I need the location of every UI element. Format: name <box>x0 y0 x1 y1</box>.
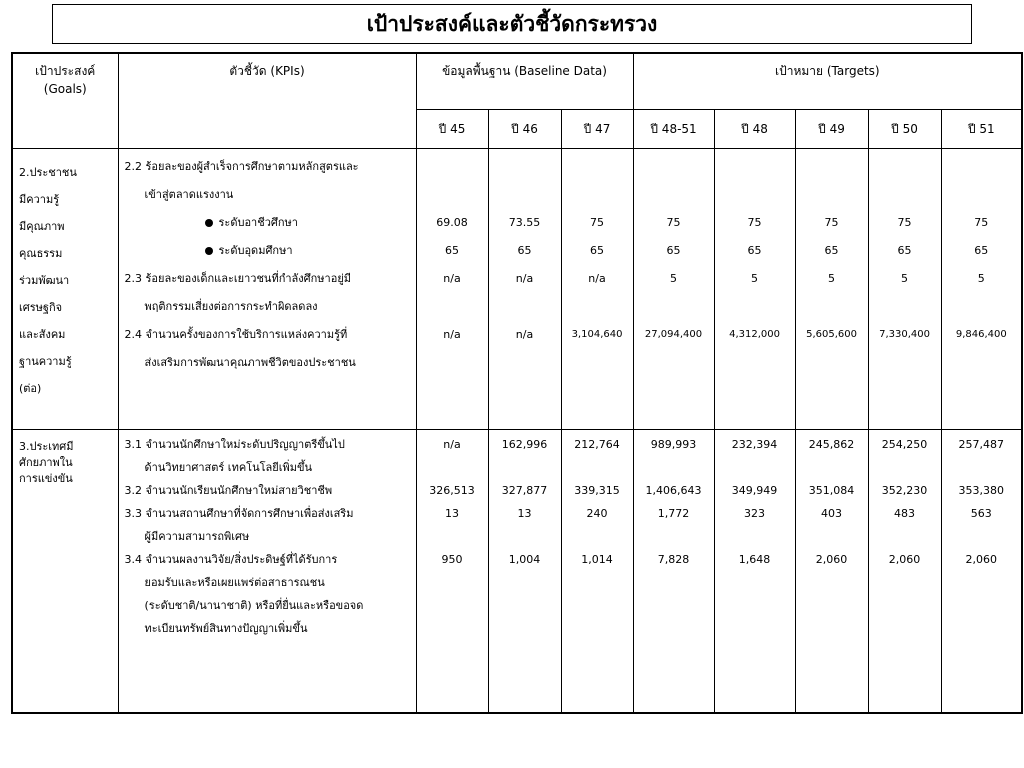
value-cell: 351,084 <box>808 484 855 497</box>
year-header: ปี 47 <box>561 110 633 149</box>
kpi-line: ส่งเสริมการพัฒนาคุณภาพชีวิตของประชาชน <box>144 356 356 369</box>
value-cell: 1,648 <box>738 553 771 566</box>
kpi-line: 3.3 จำนวนสถานศึกษาที่จัดการศึกษาเพื่อส่งเสริม <box>124 507 354 520</box>
kpi-line: (ระดับชาติ/นานาชาติ) หรือที่ยื่นและหรือขอจด <box>144 599 364 612</box>
year-header: ปี 48-51 <box>633 110 714 149</box>
value-cell: 9,846,400 <box>955 329 1007 340</box>
value-cell: 1,014 <box>581 553 613 566</box>
value-cell: 75 <box>824 216 839 229</box>
value-cell: 27,094,400 <box>644 329 703 340</box>
value-cell: 75 <box>974 216 989 229</box>
value-cell: 65 <box>517 244 532 257</box>
value-cell: 162,996 <box>501 438 548 451</box>
year-header: ปี 46 <box>488 110 561 149</box>
value-cell: 563 <box>970 507 992 520</box>
value-cell: 1,004 <box>508 553 541 566</box>
value-cell: 5 <box>977 272 985 285</box>
value-col <box>868 430 941 714</box>
value-cell: 7,828 <box>657 553 690 566</box>
value-cell: 353,380 <box>958 484 1005 497</box>
value-cell: n/a <box>515 272 534 285</box>
value-col <box>488 430 561 714</box>
value-col <box>488 149 561 430</box>
kpi-line: ผู้มีความสามารถพิเศษ <box>144 530 250 543</box>
value-col <box>941 149 1022 430</box>
value-cell: 254,250 <box>881 438 928 451</box>
value-cell: 65 <box>824 244 839 257</box>
value-cell: 232,394 <box>731 438 778 451</box>
goal-line: การแข่งขัน <box>19 472 73 485</box>
goal-line: 3.ประเทศมี <box>19 440 74 453</box>
value-cell: 5 <box>670 272 678 285</box>
value-cell: 65 <box>590 244 605 257</box>
value-cell: n/a <box>443 438 461 451</box>
goal-line: มีคุณภาพ <box>19 220 65 233</box>
value-col <box>795 430 868 714</box>
value-cell: 65 <box>974 244 989 257</box>
value-cell: 65 <box>445 244 459 257</box>
value-cell: 240 <box>586 507 608 520</box>
kpi-cell <box>118 430 416 714</box>
value-col <box>633 430 714 714</box>
value-cell: 4,312,000 <box>729 329 780 340</box>
value-cell: 352,230 <box>881 484 928 497</box>
header-kpis: ตัวชี้วัด (KPIs) <box>118 53 416 149</box>
value-cell: 339,315 <box>574 484 620 497</box>
value-cell: 257,487 <box>958 438 1005 451</box>
goal-cell <box>12 430 118 714</box>
value-col <box>416 149 488 430</box>
value-cell: 75 <box>747 216 762 229</box>
value-cell: 3,104,640 <box>571 329 623 340</box>
year-header: ปี 50 <box>868 110 941 149</box>
value-col <box>633 149 714 430</box>
kpi-line: ทะเบียนทรัพย์สินทางปัญญาเพิ่มขึ้น <box>144 622 308 635</box>
value-col <box>561 430 633 714</box>
value-cell: 212,764 <box>574 438 620 451</box>
kpi-bullet-text: ระดับอาชีวศึกษา <box>218 216 298 229</box>
value-cell: 2,060 <box>965 553 998 566</box>
kpi-table <box>11 52 1023 714</box>
value-cell: 2,060 <box>888 553 921 566</box>
goal-line: มีความรู้ <box>19 193 60 206</box>
value-cell: 75 <box>590 216 605 229</box>
kpi-line: 3.4 จำนวนผลงานวิจัย/สิ่งประดิษฐ์ที่ได้รับการ <box>124 553 338 566</box>
value-cell: 950 <box>441 553 463 566</box>
value-col <box>714 430 795 714</box>
value-cell: 5,605,600 <box>806 329 857 340</box>
value-cell: 989,993 <box>650 438 697 451</box>
goal-cell <box>12 149 118 430</box>
kpi-line: 2.4 จำนวนครั้งของการใช้บริการแหล่งความรู้ที่ <box>124 328 348 341</box>
value-cell: 2,060 <box>815 553 848 566</box>
goal-line: (ต่อ) <box>19 382 42 395</box>
kpi-cell <box>118 149 416 430</box>
kpi-line: 3.2 จำนวนนักเรียนนักศึกษาใหม่สายวิชาชีพ <box>124 484 333 497</box>
kpi-bullet-line <box>125 215 412 243</box>
value-cell: 65 <box>897 244 912 257</box>
value-cell: 5 <box>901 272 909 285</box>
value-cell: n/a <box>443 328 461 341</box>
value-cell: 245,862 <box>808 438 855 451</box>
goal-line: ศักยภาพใน <box>19 456 73 469</box>
table-row <box>12 149 1022 430</box>
kpi-bullet-line <box>125 243 412 271</box>
goal-line: เศรษฐกิจ <box>19 301 63 314</box>
page-title: เป้าประสงค์และตัวชี้วัดกระทรวง <box>52 4 972 44</box>
value-cell: 349,949 <box>731 484 778 497</box>
year-header: ปี 48 <box>714 110 795 149</box>
goal-line: และสังคม <box>19 328 66 341</box>
goal-line: ร่วมพัฒนา <box>19 274 70 287</box>
year-header: ปี 51 <box>941 110 1022 149</box>
kpi-line: 2.2 ร้อยละของผู้สำเร็จการศึกษาตามหลักสูตรและ <box>124 160 359 173</box>
kpi-line: เข้าสู่ตลาดแรงงาน <box>144 188 234 201</box>
value-cell: 1,772 <box>657 507 690 520</box>
goal-line: คุณธรรม <box>19 247 63 260</box>
value-cell: n/a <box>588 272 606 285</box>
value-cell: 65 <box>666 244 681 257</box>
value-cell: 73.55 <box>508 216 541 229</box>
goal-line: 2.ประชาชน <box>19 166 77 179</box>
value-cell: 65 <box>747 244 762 257</box>
year-header: ปี 45 <box>416 110 488 149</box>
header-baseline: ข้อมูลพื้นฐาน (Baseline Data) <box>416 53 633 110</box>
value-cell: 13 <box>517 507 532 520</box>
year-header: ปี 49 <box>795 110 868 149</box>
value-cell: 326,513 <box>429 484 475 497</box>
header-goals-en: (Goals) <box>43 82 87 96</box>
value-cell: 327,877 <box>501 484 548 497</box>
value-cell: n/a <box>515 328 534 341</box>
value-col <box>868 149 941 430</box>
header-goals-th: เป้าประสงค์ <box>35 64 96 78</box>
value-cell: 69.08 <box>436 216 468 229</box>
header-goals <box>12 53 118 149</box>
table-row <box>12 430 1022 714</box>
value-cell: 483 <box>894 507 916 520</box>
value-col <box>941 430 1022 714</box>
value-cell: 1,406,643 <box>645 484 702 497</box>
kpi-line: พฤติกรรมเสี่ยงต่อการกระทำผิดลดลง <box>144 300 318 313</box>
kpi-line: ด้านวิทยาศาสตร์ เทคโนโลยีเพิ่มขึ้น <box>144 461 313 474</box>
value-cell: 13 <box>445 507 459 520</box>
value-cell: 75 <box>666 216 681 229</box>
kpi-line: 3.1 จำนวนนักศึกษาใหม่ระดับปริญญาตรีขึ้นไป <box>124 438 345 451</box>
value-cell: 323 <box>744 507 766 520</box>
value-cell: 5 <box>828 272 836 285</box>
value-col <box>714 149 795 430</box>
value-cell: 7,330,400 <box>879 329 930 340</box>
bullet-icon <box>205 247 213 255</box>
value-cell: 403 <box>821 507 843 520</box>
header-targets: เป้าหมาย (Targets) <box>633 53 1022 110</box>
value-col <box>561 149 633 430</box>
bullet-icon <box>205 219 213 227</box>
value-cell: n/a <box>443 272 461 285</box>
kpi-line: 2.3 ร้อยละของเด็กและเยาวชนที่กำลังศึกษาอยู่มี <box>124 272 352 285</box>
value-col <box>795 149 868 430</box>
value-cell: 5 <box>751 272 759 285</box>
value-col <box>416 430 488 714</box>
value-cell: 75 <box>897 216 912 229</box>
goal-line: ฐานความรู้ <box>19 355 72 368</box>
kpi-line: ยอมรับและหรือเผยแพร่ต่อสาธารณชน <box>144 576 325 589</box>
kpi-bullet-text: ระดับอุดมศึกษา <box>218 244 293 257</box>
